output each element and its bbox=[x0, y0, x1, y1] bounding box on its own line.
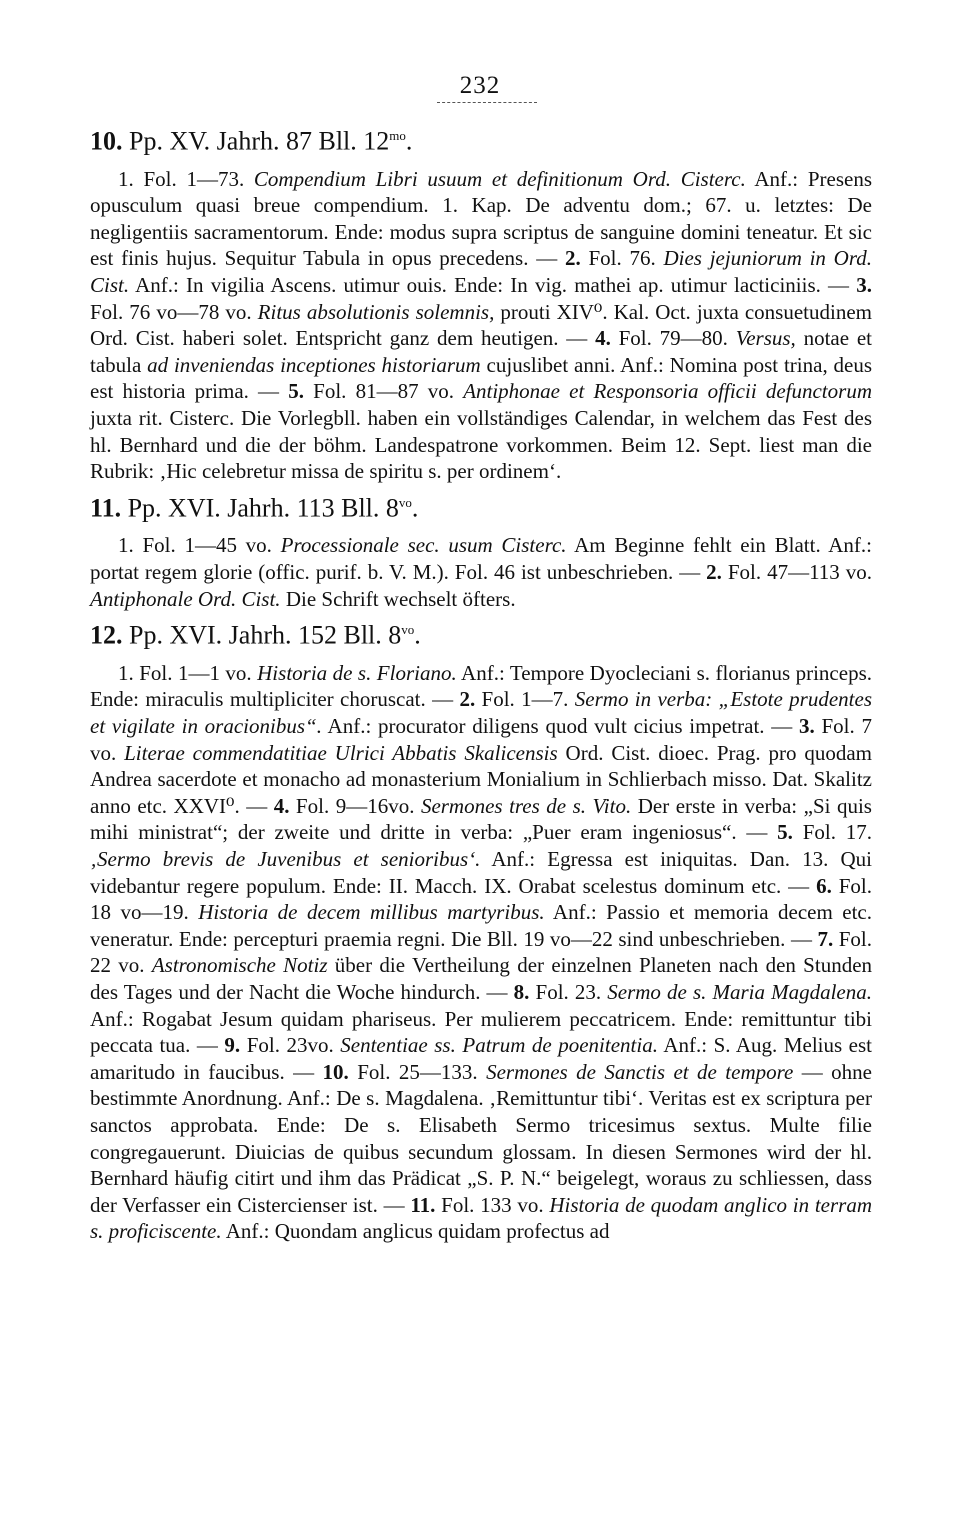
work-title: Antiphonale Ord. Cist. bbox=[90, 586, 281, 611]
text-run: Fol. 1—7. bbox=[475, 687, 575, 712]
page-number: 232 bbox=[459, 72, 501, 99]
text-run: Fol. 23vo. bbox=[240, 1033, 341, 1058]
work-title: Sermones de Sanctis et de tempore bbox=[486, 1059, 794, 1084]
item-number: 5. bbox=[288, 379, 304, 404]
work-title: Literae commendatitiae Ulrici Abbatis Skalicensis bbox=[124, 740, 558, 765]
entry-10 bbox=[90, 118, 872, 485]
text-run: Anf.: Quondam anglicus quidam profectus ad bbox=[221, 1219, 610, 1244]
text-run: notae et tabula bbox=[90, 326, 872, 377]
work-title: Historia de quodam anglico in terram s. proficiscente. bbox=[90, 1192, 872, 1244]
text-run: 1. Fol. 1—73. bbox=[118, 166, 254, 191]
text-run: Anf.: Tempore Dyocleciani s. florianus princeps. Ende: miraculis multipliciter choruscat. — bbox=[90, 660, 872, 712]
work-title: Antiphonae et Responsoria officii defunctorum bbox=[463, 379, 872, 404]
text-run: Fol. 23. bbox=[529, 980, 608, 1004]
text-run: über die Vertheilung der einzelnen Planeten nach den Stunden des Tages und der Nacht die Woche hindurch. — bbox=[90, 953, 873, 1004]
work-title: Astronomische Notiz bbox=[151, 953, 328, 978]
work-title: ad inveniendas inceptiones historiarum bbox=[147, 352, 481, 377]
work-title: Sermo in verba: „Estote prudentes et vigilate in oracionibus“. bbox=[90, 687, 872, 739]
text-run: juxta rit. Cisterc. Die Vorlegbll. haben ein vollständiges Calendar, in welchem das Fest des hl. Bernhard und die der böhm. Landespatrone vorkommen. Beim 12. Sept. liest man die Rubrik: ‚Hic celebretur missa de spiritu s. per ordinem‘. bbox=[90, 406, 872, 484]
text-run: Anf.: Presens opusculum quasi breue compendium. 1. Kap. De adventu dom.; 67. u. letztes: De negligentiis sacramentorum. Ende: modus supra scriptus de sanguine domini teneatur. Et sic est finis hujus. Sequitur Tabula in opus precedens. — bbox=[90, 166, 873, 271]
work-title: Historia de s. Floriano. bbox=[257, 660, 457, 685]
item-number: 2. bbox=[564, 246, 581, 271]
text-run: Fol. 76 vo—78 vo. bbox=[90, 299, 258, 324]
item-number: 3. bbox=[856, 273, 872, 298]
item-number: 9. bbox=[224, 1033, 241, 1058]
text-run: Fol. 7 vo. bbox=[90, 714, 873, 765]
text-run: Anf.: procurator diligens quod vult cicius impetrat. — bbox=[321, 714, 800, 739]
text-run: prouti XIV⁰. Kal. Oct. juxta consuetudinem Ord. Cist. haberi solet. Entspricht ganz dem heutigen. — bbox=[90, 299, 873, 351]
work-title: Sermones tres de s. Vito. bbox=[420, 793, 632, 818]
item-number: 10. bbox=[322, 1059, 349, 1084]
text-run: Anf.: S. Aug. Melius est amaritudo in faucibus. — bbox=[90, 1033, 873, 1084]
entry-body bbox=[90, 660, 872, 1245]
text-run: Anf.: In vigilia Ascens. utimur ouis. Ende: In vig. mathei ap. utimur lacticiniis. — bbox=[129, 273, 857, 298]
work-title: Sermo de s. Maria Magdalena. bbox=[607, 980, 872, 1004]
text-run: — ohne bestimmte Anordnung. Anf.: De s. Magdalena. ‚Remittuntur tibi‘. Veritas est ex scriptura per sanctos approbata. Ende: De s. Elisabeth Sermo tricesimus sextus. Multe filie congregauerunt. Diuicias de quibus secundum glossam. In diesen Sermones wird der hl. Bernhard häufig citirt und ihm das Prädicat „S. P. N.“ beigelegt, woraus zu schliessen, dass der Verfasser ein Cistercienser ist. — bbox=[90, 1059, 872, 1217]
text-run: Anf.: Egressa est iniquitas. Dan. 13. Qui videbantur regere populum. Ende: II. Macch. IX. Orabat scelestus dominum etc. — bbox=[90, 847, 872, 898]
item-number: 6. bbox=[816, 873, 832, 898]
text-run: Fol. 25—133. bbox=[348, 1059, 487, 1084]
text-run: Fol. 79—80. bbox=[610, 326, 736, 351]
text-run: Der erste in verba: „Si quis mihi ministrat“; der zweite und dritte in verba: „Puer eram ingeniosus“. — bbox=[90, 793, 872, 845]
work-title: Historia de decem millibus martyribus. bbox=[198, 900, 545, 925]
work-title: Versus, bbox=[735, 326, 796, 351]
work-title: Compendium Libri usuum et definitionum Ord. Cisterc. bbox=[253, 166, 746, 191]
text-run: Fol. 22 vo. bbox=[90, 926, 872, 978]
entry-heading: 10. Pp. XV. Jahrh. 87 Bll. $12^{mo}$. bbox=[90, 126, 413, 156]
entry-number: 11. bbox=[90, 493, 122, 523]
item-number: 4. bbox=[273, 793, 290, 818]
format-superscript: vo bbox=[401, 622, 415, 638]
catalog-entries bbox=[90, 118, 872, 1245]
text-run: 1. Fol. 1—1 vo. bbox=[118, 660, 258, 685]
text-run: Die Schrift wechselt öfters. bbox=[280, 586, 516, 611]
text-run: Fol. 81—87 vo. bbox=[303, 379, 464, 404]
item-number: 3. bbox=[799, 714, 815, 739]
entry-body bbox=[90, 166, 872, 485]
item-number: 8. bbox=[513, 980, 530, 1004]
entry-number: 12. bbox=[90, 620, 123, 650]
text-run: Fol. 17. bbox=[792, 820, 872, 845]
work-title: Sententiae ss. Patrum de poenitentia. bbox=[340, 1033, 658, 1058]
page-number-rule bbox=[437, 102, 537, 103]
text-run: Ord. Cist. dioec. Prag. pro quodam Andrea sacerdote et monacho ad monasterium Monialium in Schlierbach misso. Dat. Skalitz anno etc. XXVI⁰. — bbox=[90, 740, 873, 818]
format-superscript: mo bbox=[389, 128, 406, 143]
item-number: 2. bbox=[459, 687, 476, 712]
work-title: Processionale sec. usum Cisterc. bbox=[280, 533, 567, 558]
format-superscript: vo bbox=[398, 494, 412, 510]
text-run: Fol. 18 vo—19. bbox=[90, 873, 872, 925]
entry-description: Pp. XV. Jahrh. 87 Bll. 12 bbox=[129, 126, 390, 156]
item-number: 5. bbox=[777, 820, 793, 845]
text-run: Fol. 47—113 vo. bbox=[721, 560, 872, 585]
text-run: Anf.: Rogabat Jesum quidam phariseus. Per mulierem peccatricem. Ende: remittuntur tibi peccata tua. — bbox=[90, 1006, 872, 1058]
entry-heading: 12. Pp. XVI. Jahrh. 152 Bll. $8^{vo}$. bbox=[90, 620, 421, 650]
text-run: Fol. 9—16vo. bbox=[289, 793, 421, 818]
text-run: Anf.: Passio et memoria decem etc. veneratur. Ende: percepturi praemia regni. Die Bll. 19 vo—22 sind unbeschrieben. — bbox=[90, 900, 873, 951]
text-run: Fol. 76. bbox=[580, 246, 664, 271]
entry-description: Pp. XVI. Jahrh. 152 Bll. 8 bbox=[129, 620, 402, 650]
text-run: Am Beginne fehlt ein Blatt. Anf.: portat regem glorie (offic. purif. b. V. M.). Fol. 46 ist unbeschrieben. — bbox=[90, 533, 873, 585]
entry-body bbox=[90, 532, 872, 612]
entry-11 bbox=[90, 485, 872, 612]
text-run: 1. Fol. 1—45 vo. bbox=[118, 533, 281, 558]
text-run: cujuslibet anni. Anf.: Nomina post trina, deus est historia prima. — bbox=[90, 352, 873, 404]
text-run: Fol. 133 vo. bbox=[435, 1192, 550, 1217]
item-number: 7. bbox=[817, 926, 834, 951]
entry-12 bbox=[90, 612, 872, 1245]
work-title: Dies jejuniorum in Ord. Cist. bbox=[90, 246, 872, 298]
item-number: 11. bbox=[410, 1192, 436, 1217]
item-number: 2. bbox=[706, 560, 722, 585]
entry-description: Pp. XVI. Jahrh. 113 Bll. 8 bbox=[127, 493, 399, 523]
item-number: 4. bbox=[595, 326, 611, 351]
work-title: ‚Sermo brevis de Juvenibus et senioribus‘. bbox=[90, 847, 481, 872]
entry-number: 10. bbox=[90, 126, 123, 156]
work-title: Ritus absolutionis solemnis, bbox=[257, 299, 495, 324]
entry-heading: 11. Pp. XVI. Jahrh. 113 Bll. $8^{vo}$. bbox=[90, 493, 419, 523]
